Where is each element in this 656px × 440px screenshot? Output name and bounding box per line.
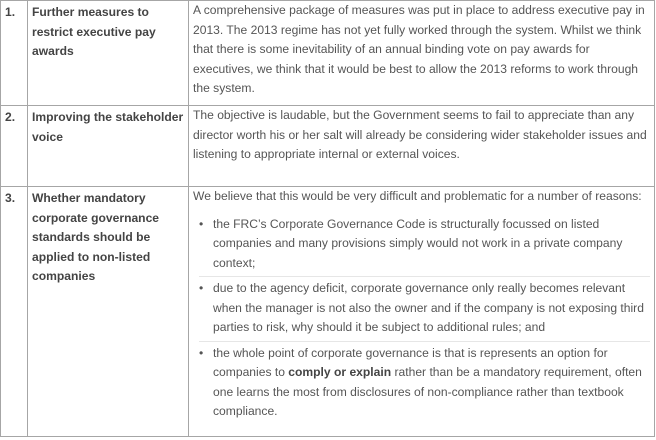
table-row — [1, 106, 655, 187]
response-text: A comprehensive package of measures was put in place to address executive pay in 2013. The 2013 regime has not yet fully worked through the system. Whilst we think that there is some inevitability of an annual binding vote on pay awards for executives, we think that it would be best to allow the 2013 reforms to work through the system. — [193, 3, 645, 95]
table-row — [1, 187, 655, 437]
bullet-icon: • — [199, 216, 204, 231]
row-number-cell — [1, 106, 28, 187]
topic-heading: Further measures to restrict executive pay awards — [32, 5, 156, 58]
row-number-cell — [1, 1, 28, 106]
bullet-icon: • — [199, 345, 204, 360]
list-item — [199, 276, 650, 341]
bullet-icon: • — [199, 281, 204, 295]
list-item-text: the FRC’s Corporate Governance Code is structurally focussed on listed companies and many provisions simply would not work in a private company context; — [213, 216, 623, 270]
list-item — [199, 213, 650, 277]
topic-heading-cell — [28, 106, 189, 187]
list-item-text-start: the whole point of corporate governance is that is represents an option for companies to — [213, 345, 608, 379]
topic-heading-cell — [28, 187, 189, 437]
list-item — [199, 341, 650, 425]
response-cell — [189, 187, 655, 437]
topic-heading-cell — [28, 1, 189, 106]
response-cell — [189, 1, 655, 106]
topic-heading: Improving the stakeholder voice — [32, 110, 184, 144]
response-text: The objective is laudable, but the Government seems to fail to appreciate than any director worth his or her salt will already be considering wider stakeholder issues and listening to appropriate internal or external voices. — [193, 108, 647, 161]
list-item-text-end: rather than be a mandatory requirement, often one learns the most from disclosures of non-compliance rather than textbook compliance. — [213, 365, 642, 418]
row-number: 3. — [5, 191, 16, 205]
row-number-cell — [1, 187, 28, 437]
row-number: 1. — [5, 5, 16, 19]
response-cell — [189, 106, 655, 187]
table-row — [1, 1, 655, 106]
topic-heading: Whether mandatory corporate governance standards should be applied to non-listed companies — [32, 191, 160, 283]
row-number: 2. — [5, 110, 16, 124]
response-intro: We believe that this would be very difficult and problematic for a number of reasons: — [193, 189, 642, 203]
comply-or-explain-emphasis: comply or explain — [288, 365, 392, 379]
reasons-list — [193, 213, 650, 425]
list-item-text: due to the agency deficit, corporate governance only really becomes relevant when the manager is not also the owner and if the company is not exposing third parties to risk, why should it be subject to additional rules; and — [213, 281, 644, 334]
